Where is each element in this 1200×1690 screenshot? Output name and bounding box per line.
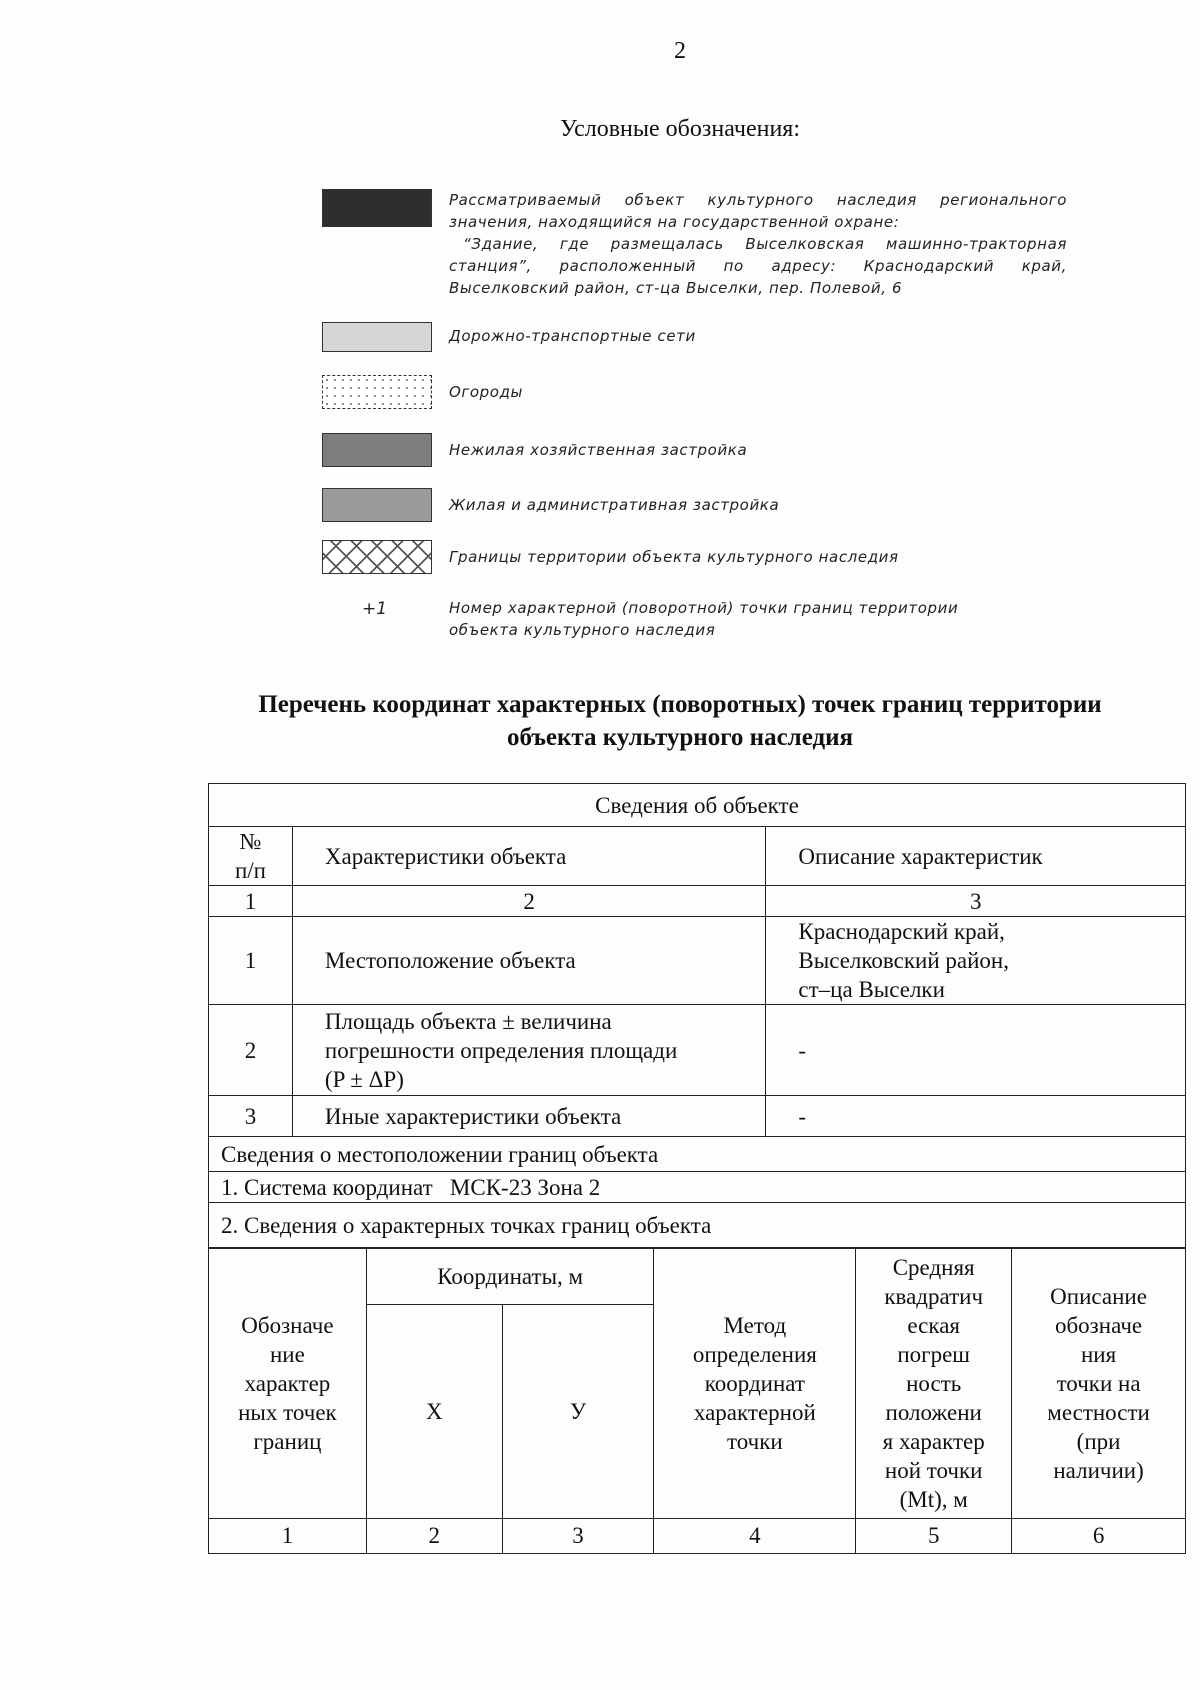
header-line: ной точки — [884, 1458, 983, 1483]
legend-residential-label: Жилая и административная застройка — [449, 496, 780, 514]
cell-line: Местоположение объекта — [324, 948, 576, 973]
row-num: 3 — [209, 1096, 293, 1137]
table-row — [209, 1096, 1186, 1137]
header-line: точки на — [1056, 1371, 1141, 1396]
page-number: 2 — [674, 38, 686, 64]
header-line: (Mt), м — [899, 1487, 968, 1512]
legend-object-line: станция”, расположенный по адресу: Краснодарский край, — [449, 257, 1067, 275]
legend-point-text — [449, 597, 1067, 641]
col-number: 6 — [1012, 1519, 1186, 1554]
header-line: ния — [1080, 1342, 1117, 1367]
header-line: ние — [270, 1342, 305, 1367]
col4-header — [654, 1249, 856, 1519]
header-line: местности — [1047, 1400, 1150, 1425]
cell-line: Краснодарский край, — [798, 919, 1005, 944]
header-line: характер — [244, 1371, 331, 1396]
legend-title: Условные обозначения: — [559, 116, 801, 142]
col-number: 1 — [209, 886, 293, 917]
header-line: обозначе — [1054, 1313, 1143, 1338]
territory-border-swatch — [322, 540, 432, 574]
header-line: характерной — [693, 1400, 816, 1425]
legend-point-line: объекта культурного наследия — [449, 621, 716, 639]
header-line: точки — [726, 1429, 783, 1454]
heading-line: Перечень координат характерных (поворотных) точек границ территории — [258, 691, 1102, 718]
x-header: Х — [366, 1304, 502, 1518]
gardens-swatch — [322, 375, 432, 409]
legend-object-line: значения, находящийся на государственной охране: — [449, 213, 900, 231]
residential-swatch — [322, 488, 432, 522]
legend-object-line: Выселковский район, ст-ца Выселки, пер. Полевой, 6 — [449, 279, 903, 297]
header-line: границ — [253, 1429, 322, 1454]
col5-header — [856, 1249, 1012, 1519]
coordinates-table — [208, 1248, 1186, 1554]
header-line: ных точек — [238, 1400, 337, 1425]
col-number: 5 — [856, 1519, 1012, 1554]
col6-header — [1012, 1249, 1186, 1519]
row-num: 2 — [209, 1005, 293, 1096]
header-line: квадратич — [884, 1284, 984, 1309]
header-characteristics: Характеристики объекта — [292, 827, 766, 886]
cell-line: (P ± ΔP) — [324, 1066, 404, 1092]
col-number: 2 — [292, 886, 766, 917]
location-section: Сведения о местоположении границ объекта — [209, 1137, 1186, 1172]
points-section: 2. Сведения о характерных точках границ объекта — [209, 1203, 1186, 1248]
header-num-line: № — [239, 829, 262, 854]
header-line: координат — [704, 1371, 805, 1396]
object-table-title: Сведения об объекте — [209, 784, 1186, 827]
row-characteristic — [292, 917, 766, 1005]
header-line: Описание — [1050, 1284, 1147, 1309]
header-line: определения — [692, 1342, 817, 1367]
row-description — [766, 1005, 1186, 1096]
legend-territory-border-label: Границы территории объекта культурного наследия — [449, 548, 899, 566]
col1-header — [209, 1249, 367, 1519]
header-line: я характер — [882, 1429, 985, 1454]
row-characteristic — [292, 1005, 766, 1096]
row-description — [766, 917, 1186, 1005]
cell-line: - — [798, 1103, 807, 1129]
cell-line: погрешности определения площади — [324, 1037, 678, 1063]
legend-nonresidential-label: Нежилая хозяйственная застройка — [449, 441, 748, 459]
coord-system: 1. Система координат МСК-23 Зона 2 — [209, 1172, 1186, 1203]
document-heading — [0, 688, 1200, 754]
legend-gardens-label: Огороды — [449, 383, 523, 401]
cell-line: Выселковский район, — [798, 948, 1009, 973]
col-number: 1 — [209, 1519, 367, 1554]
table-row — [209, 1005, 1186, 1096]
legend-roads-label: Дорожно-транспортные сети — [449, 327, 696, 345]
point-marker: +1 — [362, 599, 388, 619]
legend-object-line: “Здание, где размещалась Выселковская машинно-тракторная — [463, 235, 1067, 253]
header-num — [209, 827, 293, 886]
legend-object-line: Рассматриваемый объект культурного наследия регионального — [449, 191, 1067, 209]
table-row — [209, 917, 1186, 1005]
cell-line: - — [798, 1037, 807, 1063]
legend-object-text — [449, 189, 1067, 299]
legend-point-line: Номер характерной (поворотной) точки границ территории — [449, 599, 959, 617]
col-number: 2 — [366, 1519, 502, 1554]
col-number: 3 — [502, 1519, 654, 1554]
row-description — [766, 1096, 1186, 1137]
cell-line: Иные характеристики объекта — [324, 1103, 622, 1129]
cell-line: ст–ца Выселки — [798, 977, 945, 1002]
header-line: положени — [885, 1400, 982, 1425]
header-line: еская — [907, 1313, 960, 1338]
row-num: 1 — [209, 917, 293, 1005]
header-line: Метод — [723, 1313, 787, 1338]
object-info-table — [208, 783, 1186, 1248]
col-number: 3 — [766, 886, 1186, 917]
cell-line: Площадь объекта ± величина — [324, 1008, 612, 1034]
nonresidential-swatch — [322, 433, 432, 467]
header-line: наличии) — [1053, 1458, 1144, 1483]
header-description: Описание характеристик — [766, 827, 1186, 886]
header-line: Обозначе — [241, 1313, 334, 1338]
heading-line: объекта культурного наследия — [506, 724, 854, 751]
header-line: (при — [1076, 1429, 1121, 1454]
header-line: Средняя — [892, 1255, 975, 1280]
roads-swatch — [322, 322, 432, 352]
header-num-line: п/п — [234, 858, 266, 883]
row-characteristic — [292, 1096, 766, 1137]
header-line: погреш — [897, 1342, 971, 1367]
header-line: ность — [906, 1371, 962, 1396]
col-number: 4 — [654, 1519, 856, 1554]
y-header: У — [502, 1304, 654, 1518]
object-swatch — [322, 189, 432, 227]
coordinates-header: Координаты, м — [366, 1249, 654, 1305]
